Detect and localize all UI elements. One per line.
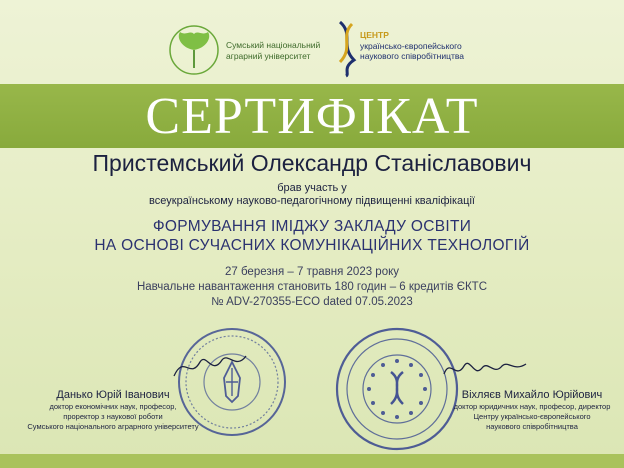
certificate-number: № ADV-270355-ECO dated 07.05.2023 [211, 296, 413, 308]
bottom-band [0, 454, 624, 468]
center-stamp-icon [334, 326, 460, 452]
signatory-right-role-2: Центру українсько-європейського [473, 412, 591, 421]
certificate-title: СЕРТИФІКАТ [145, 88, 479, 145]
logo-row [0, 18, 624, 88]
participation-line-2: всеукраїнському науково-педагогічному підвищенні кваліфікації [149, 195, 475, 207]
signatory-left-role-2: проректор з наукової роботи [63, 412, 163, 421]
course-hours: Навчальне навантаження становить 180 годин – 6 кредитів ЄКТС [136, 281, 487, 293]
course-dates: 27 березня – 7 травня 2023 року [224, 266, 400, 278]
center-line-2: українсько-європейського [360, 40, 462, 51]
course-title-line-1: ФОРМУВАННЯ ІМІДЖУ ЗАКЛАДУ ОСВІТИ [152, 218, 472, 235]
signatory-left [18, 388, 208, 432]
ginkgo-leaf-icon [166, 22, 222, 78]
center-line-1: ЦЕНТР [360, 30, 389, 40]
university-name [226, 40, 336, 62]
course-title-line-2: НА ОСНОВІ СУЧАСНИХ КОМУНІКАЦІЙНИХ ТЕХНОЛОГІЙ [94, 237, 530, 254]
university-line-2: аграрний університет [226, 51, 311, 61]
signatory-right-name: Віхляєв Михайло Юрійович [461, 389, 603, 401]
signatory-right-role-3: наукового співробітництва [486, 422, 578, 431]
signatory-left-role-3: Сумського національного аграрного університету [27, 422, 199, 431]
signatory-left-name: Данько Юрій Іванович [56, 389, 170, 401]
center-name [360, 30, 500, 62]
center-line-3: наукового співробітництва [360, 51, 464, 61]
center-logo-icon [336, 20, 358, 78]
recipient-name: Пристемський Олександр Станіславович [92, 150, 532, 176]
signature-left-icon [170, 346, 250, 386]
signature-right-icon [440, 352, 530, 388]
signatory-right [452, 388, 612, 432]
university-line-1: Сумський національний [226, 40, 321, 50]
participation-line-1: брав участь у [277, 182, 347, 194]
signatory-left-role-1: доктор економічних наук, професор, [49, 402, 177, 411]
signatory-right-role-1: доктор юридичних наук, професор, директор [453, 402, 611, 411]
